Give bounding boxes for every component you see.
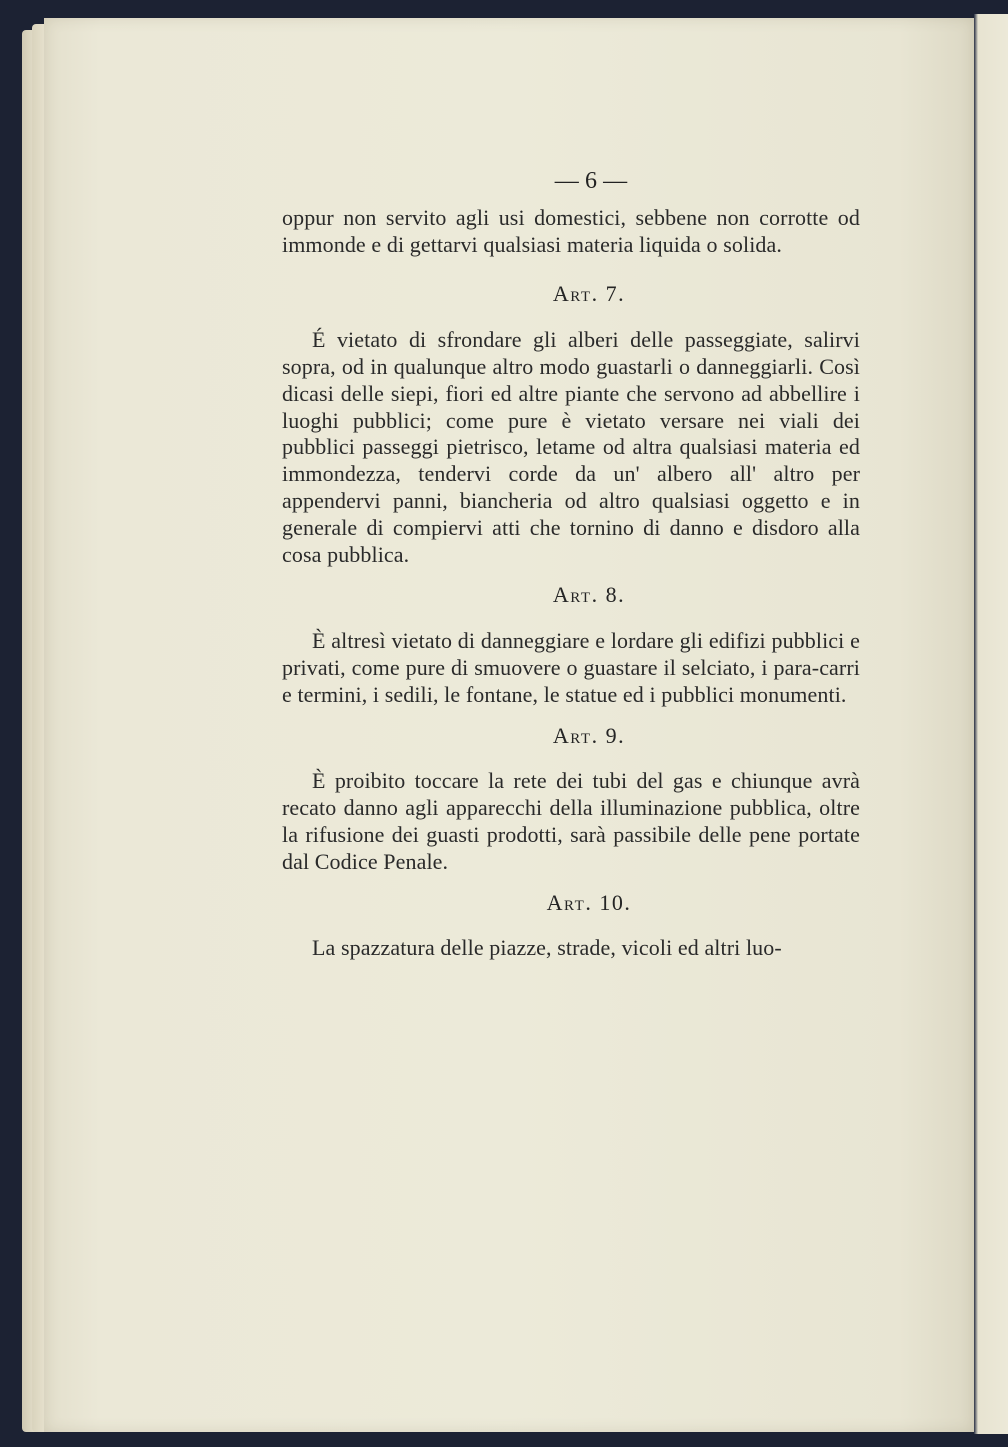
article-9-heading: Art. 9. bbox=[552, 722, 626, 748]
page-text bbox=[282, 168, 860, 962]
article-7-heading: Art. 7. bbox=[552, 281, 626, 307]
article-8-heading: Art. 8. bbox=[552, 582, 626, 608]
page-number: — 6 — bbox=[554, 168, 628, 194]
article-10-heading: Art. 10. bbox=[546, 889, 632, 915]
article-7-text: É vietato di sfrondare gli alberi delle passeggiate, salirvi sopra, od in qualunque altro modo guastarli o danneggiarli. Così dicasi delle siepi, fiori ed altre piante che servono ad abbellire i luoghi pubblici; come pure è vietato versare nei viali dei pubblici passeggi pietrisco, letame od altra qualsiasi materia ed immondezza, tendervi corde da un' albero all' altro per appendervi panni, biancheria od altro qualsiasi oggetto e in generale di compiervi atti che tornino di danno e disdoro alla cosa pubblica. bbox=[282, 327, 860, 567]
article-10-text: La spazzatura delle piazze, strade, vicoli ed altri luo- bbox=[312, 935, 782, 961]
facing-page-edge bbox=[974, 14, 1008, 1434]
article-9-text: È proibito toccare la rete dei tubi del gas e chiunque avrà recato danno agli apparecchi della illuminazione pubblica, oltre la rifusione dei guasti prodotti, sarà passibile delle pene portate dal Codice Penale. bbox=[282, 768, 860, 874]
article-8-text: È altresì vietato di danneggiare e lordare gli edifizi pubblici e privati, come pure di smuovere o guastare il selciato, i para-carri e termini, i sedili, le fontane, le statue ed i pubblici monumenti. bbox=[282, 628, 860, 707]
intro-paragraph: oppur non servito agli usi domestici, sebbene non corrotte od immonde e di gettarvi qualsiasi materia liquida o solida. bbox=[282, 204, 860, 257]
